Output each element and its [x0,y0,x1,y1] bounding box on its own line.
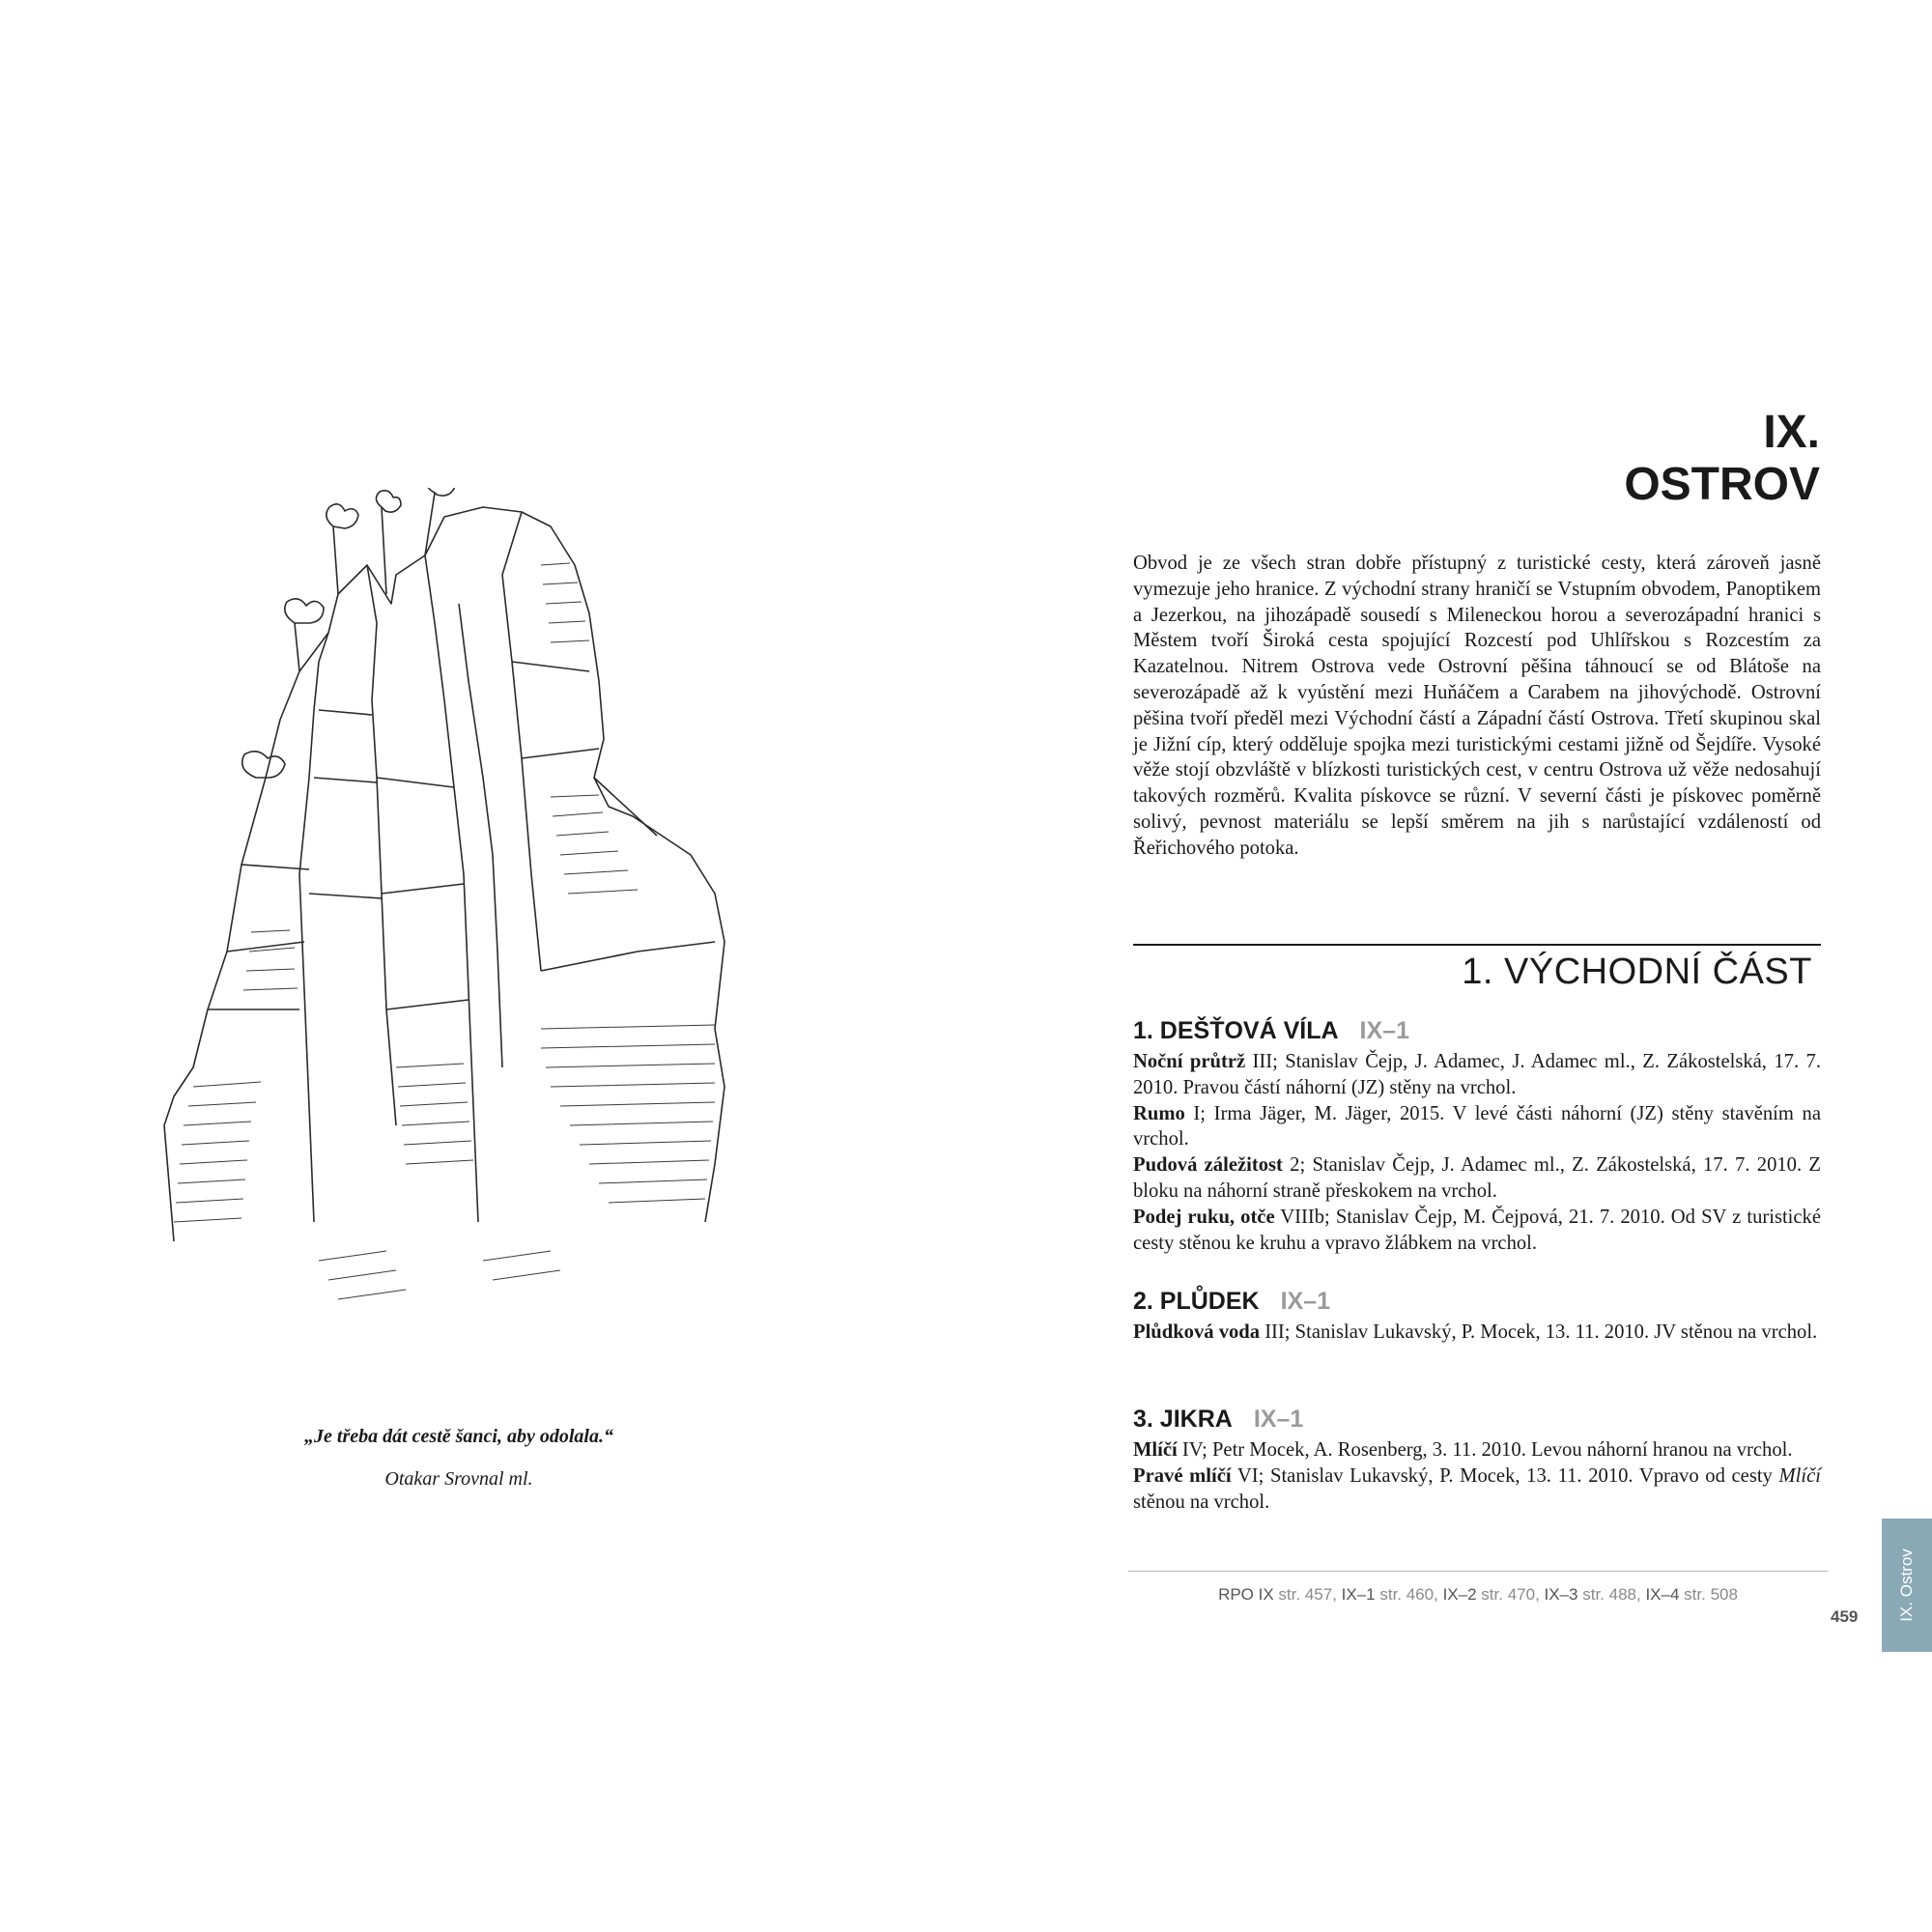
route-description: I; Irma Jäger, M. Jäger, 2015. V levé části náhorní (JZ) stěny stavěním na vrchol. [1133,1102,1821,1151]
quote-text: „Je třeba dát cestě šanci, aby odolala.“ [304,1426,613,1447]
chapter-side-tab-label: IX. Ostrov [1897,1548,1916,1622]
rock-area-code: IX–1 [1280,1288,1331,1315]
rock-heading [1133,1405,1821,1434]
section-divider [1133,944,1821,946]
ref-label: IX–1 [1341,1585,1376,1604]
rock-heading [1133,1287,1821,1316]
route-name: Podej ruku, otče [1133,1206,1275,1228]
route-entry [1133,1320,1821,1346]
route-entry [1133,1437,1821,1463]
cross-references: RPO IX str. 457, IX–1 str. 460, IX–2 str. 470, IX–3 str. 488, IX–4 str. 508 [1218,1585,1738,1604]
chapter-title: OSTROV [1624,459,1820,510]
intro-paragraph: Obvod je ze všech stran dobře přístupný z turistické cesty, která zároveň jasně vymezuje jeho hranice. Z východní strany hraničí se Vstupním obvodem, Panoptikem a Jezerkou, na jihozápadě sousedí s Mileneckou horou a severozápadní hranici s Městem tvoří Široká cesta spojující Rozcestí pod Uhlířskou s Rozcestím za Kazatelnou. Nitrem Ostrova vede Ostrovní pěšina táhnoucí se od Blátoše na severozápadě až k vyústění mezi Huňáčem a Carabem na jihovýchodě. Ostrovní pěšina tvoří předěl mezi Východní částí a Západní částí Ostrova. Třetí skupinou skal je Jižní cíp, který odděluje spojka mezi turistickými cestami jižně od Šejdíře. Vysoké věže stojí obzvláště v blízkosti turistických cest, v centru Ostrova už věže nedosahují takových rozměrů. Kvalita pískovce se různí. V severní části je pískovec poměrně solivý, pevnost materiálu se lepší směrem na jih s narůstající vzdáleností od Řeřichového potoka. [1133,553,1821,859]
ref-page: str. 457 [1278,1585,1333,1604]
route-name: Noční průtrž [1133,1051,1246,1072]
ref-page: str. 488 [1582,1585,1636,1604]
route-description: III; Stanislav Čejp, J. Adamec, J. Adamec ml., Z. Zákostelská, 17. 7. 2010. Pravou částí náhorní (JZ) stěny na vrchol. [1133,1051,1821,1098]
route-name: Plůdková voda [1133,1321,1261,1343]
route-description: VI; Stanislav Lukavský, P. Mocek, 13. 11. 2010. Vpravo od cesty [1231,1464,1779,1487]
chapter-number: IX. [1763,407,1820,458]
route-entry [1133,1463,1821,1516]
rock-entry [1133,1287,1821,1346]
ref-page: str. 508 [1684,1585,1738,1604]
route-name: Rumo [1133,1102,1185,1124]
route-name: Pravé mlíčí [1133,1464,1232,1487]
rock-tower-illustration [135,488,763,1357]
ref-label: IX–2 [1442,1585,1477,1604]
rock-name: 2. PLŮDEK [1133,1288,1260,1315]
quote-author: Otakar Srovnal ml. [384,1468,533,1490]
rock-name: 3. JIKRA [1133,1406,1233,1433]
ref-label: IX–3 [1544,1585,1578,1604]
rock-entry [1133,1016,1821,1256]
route-description: III; Stanislav Lukavský, P. Mocek, 13. 11. 2010. JV stěnou na vrchol. [1260,1321,1818,1343]
ref-label: RPO IX [1218,1585,1274,1604]
page-number: 459 [1831,1607,1859,1626]
section-title: 1. VÝCHODNÍ ČÁST [1462,952,1812,992]
ref-label: IX–4 [1645,1585,1680,1604]
route-description: IV; Petr Mocek, A. Rosenberg, 3. 11. 2010. Levou náhorní hranou na vrchol. [1177,1439,1793,1461]
route-entry [1133,1049,1821,1101]
route-entry [1133,1101,1821,1153]
route-entry [1133,1152,1821,1205]
route-description: VIIIb; Stanislav Čejp, M. Čejpová, 21. 7. 2010. Od SV z turistické cesty stěnou ke kruhu a vpravo žlábkem na vrchol. [1133,1206,1821,1254]
rock-area-code: IX–1 [1253,1406,1304,1433]
route-name: Mlíčí [1133,1439,1178,1461]
ref-page: str. 460 [1379,1585,1435,1604]
route-entry [1133,1205,1821,1257]
route-description: stěnou na vrchol. [1133,1491,1270,1513]
route-name: Pudová záležitost [1133,1154,1283,1177]
rock-area-code: IX–1 [1359,1017,1409,1044]
route-reference: Mlíčí [1778,1464,1821,1487]
footer-divider [1128,1571,1828,1572]
route-description: 2; Stanislav Čejp, J. Adamec ml., Z. Zákostelská, 17. 7. 2010. Z bloku na náhorní straně přeskokem na vrchol. [1133,1154,1821,1202]
rock-heading [1133,1016,1821,1045]
rock-name: 1. DEŠŤOVÁ VÍLA [1133,1017,1339,1044]
rock-entry [1133,1405,1821,1515]
ref-page: str. 470 [1481,1585,1536,1604]
